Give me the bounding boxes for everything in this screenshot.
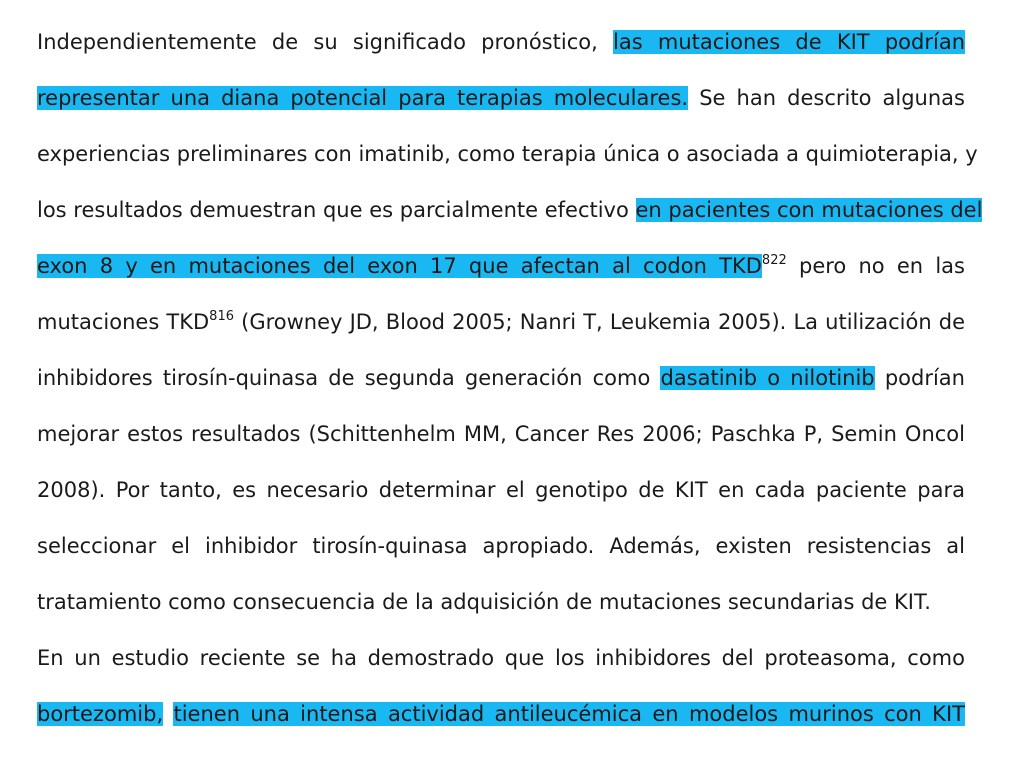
body-text: seleccionar el inhibidor tirosín-quinasa apropiado. Además, existen resistencias al (37, 534, 965, 558)
text-line (37, 420, 965, 448)
highlighted-text: en pacientes con mutaciones del (635, 198, 983, 222)
body-text: tratamiento como consecuencia de la adquisición de mutaciones secundarias de KIT. (37, 590, 931, 614)
text-line (37, 588, 965, 616)
text-line (37, 84, 965, 112)
body-text: los resultados demuestran que es parcialmente efectivo (37, 198, 636, 222)
highlighted-text: exon 8 y en mutaciones del exon 17 que afectan al codon TKD (37, 254, 762, 278)
highlighted-text: dasatinib o nilotinib (660, 366, 875, 390)
text-line (37, 644, 965, 672)
highlighted-text: tienen una intensa actividad antileucémica en modelos murinos con KIT (173, 702, 965, 726)
body-text: Se han descrito algunas (688, 86, 965, 110)
body-text: 2008). Por tanto, es necesario determinar el genotipo de KIT en cada paciente para (37, 478, 965, 502)
text-line (37, 252, 965, 280)
highlighted-text: las mutaciones de KIT podrían (613, 30, 966, 54)
body-text: podrían (874, 366, 965, 390)
text-line (37, 364, 965, 392)
text-line (37, 140, 978, 168)
text-line (37, 476, 965, 504)
body-text: (Growney JD, Blood 2005; Nanri T, Leukemia 2005). La utilización de (234, 310, 966, 334)
body-text: pero no en las (786, 254, 965, 278)
highlighted-text: bortezomib, (37, 702, 164, 726)
text-line (37, 700, 965, 728)
text-line (37, 308, 965, 336)
body-text: mejorar estos resultados (Schittenhelm MM, Cancer Res 2006; Paschka P, Semin Oncol (37, 422, 965, 446)
body-text: mutaciones TKD (37, 310, 210, 334)
body-text: Independientemente de su significado pronóstico, (37, 30, 613, 54)
highlighted-text: representar una diana potencial para terapias moleculares. (37, 86, 689, 110)
text-line (37, 196, 983, 224)
text-line (37, 28, 965, 56)
body-text: experiencias preliminares con imatinib, como terapia única o asociada a quimioterapia, y (37, 142, 978, 166)
body-text: En un estudio reciente se ha demostrado que los inhibidores del proteasoma, como (37, 646, 965, 670)
text-line (37, 532, 965, 560)
body-text (163, 702, 173, 726)
superscript: 822 (761, 253, 787, 268)
body-text: inhibidores tirosín-quinasa de segunda generación como (37, 366, 661, 390)
superscript: 816 (209, 309, 234, 324)
